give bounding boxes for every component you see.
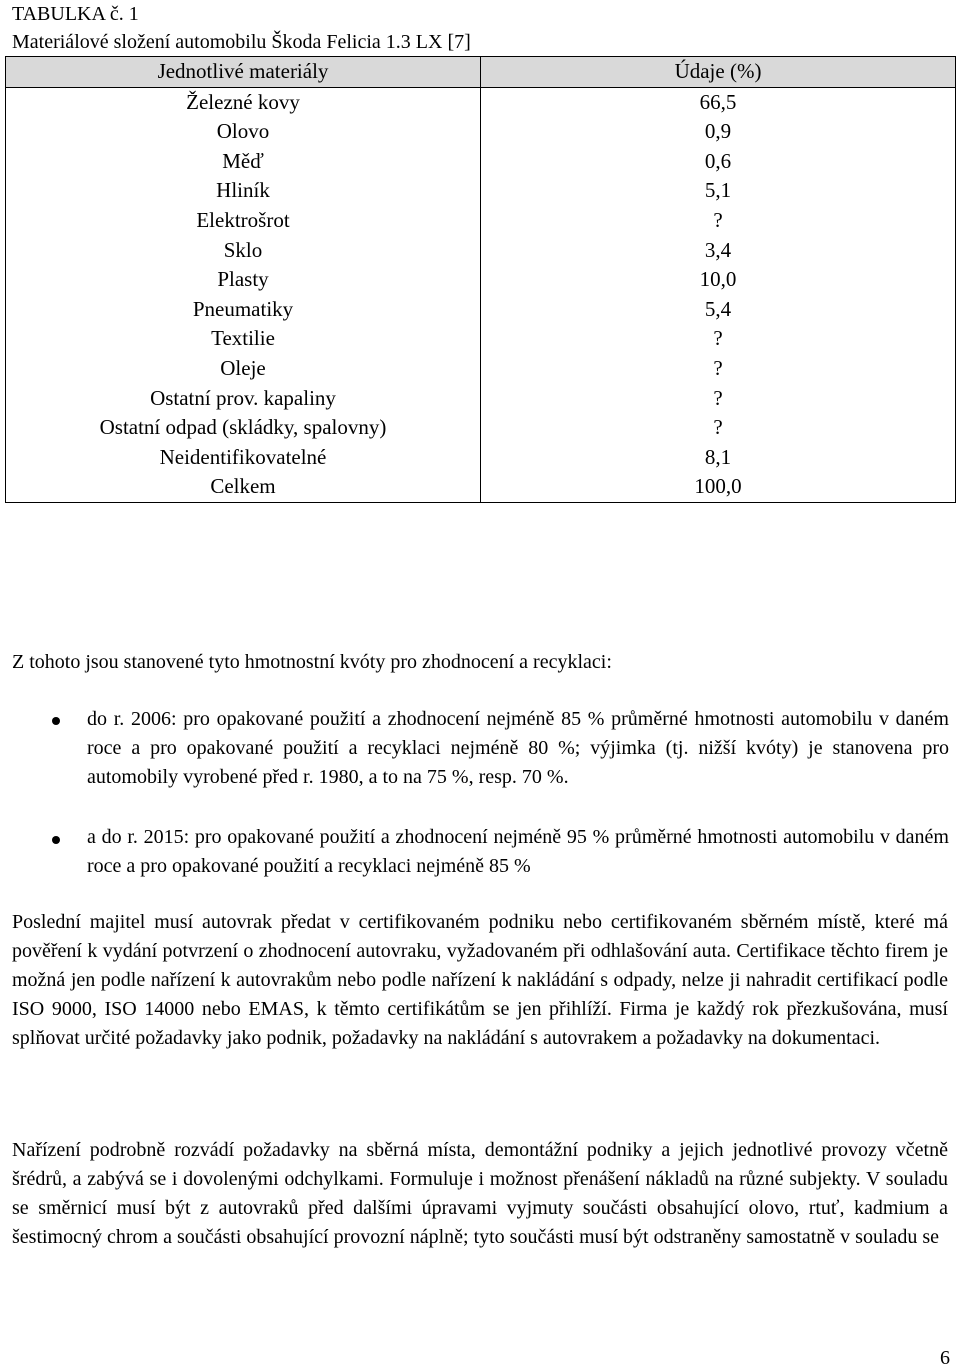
material-percent-cell: 0,9: [481, 117, 956, 147]
material-name-cell: Plasty: [6, 265, 481, 295]
material-percent-cell: 66,5: [481, 87, 956, 117]
material-percent-cell: 5,4: [481, 295, 956, 325]
table-row: [6, 147, 956, 177]
table-title: Materiálové složení automobilu Škoda Felicia 1.3 LX [7]: [12, 31, 471, 53]
material-name-cell: Oleje: [6, 354, 481, 384]
material-percent-cell: 100,0: [481, 472, 956, 502]
material-name-cell: Hliník: [6, 176, 481, 206]
material-percent-cell: 3,4: [481, 236, 956, 266]
material-name-cell: Neidentifikovatelné: [6, 443, 481, 473]
table-row: [6, 236, 956, 266]
material-percent-cell: ?: [481, 324, 956, 354]
table-row: [6, 117, 956, 147]
table-row: [6, 472, 956, 502]
materials-table: [5, 56, 956, 503]
material-name-cell: Železné kovy: [6, 87, 481, 117]
column-header-percent: Údaje (%): [481, 57, 956, 88]
material-percent-cell: ?: [481, 206, 956, 236]
intro-text: Z tohoto jsou stanovené tyto hmotnostní kvóty pro zhodnocení a recyklaci:: [12, 651, 612, 673]
table-row: [6, 384, 956, 414]
table-label: TABULKA č. 1: [12, 3, 139, 25]
paragraph-certification: Poslední majitel musí autovrak předat v certifikovaném podniku nebo certifikovaném sběrném místě, které má pověření k vydání potvrzení o zhodnocení autovraku, vyžadovaném při odhlašování auta. Certifikace těchto firem je možná jen podle nařízení k autovrakům nebo podle nařízení k nakládání s odpady, nelze ji nahradit certifikací podle ISO 9000, ISO 14000 nebo EMAS, k těmto certifikátům se jen přihlíží. Firma je každý rok přezkušována, musí splňovat určité požadavky jako podnik, požadavky na nakládání s autovrakem a požadavky na dokumentaci.: [12, 911, 948, 1049]
material-percent-cell: 0,6: [481, 147, 956, 177]
bullet-item-2006: do r. 2006: pro opakované použití a zhodnocení nejméně 85 % průměrné hmotnosti automobilu v daném roce a pro opakované použití a recyklaci nejméně 80 %; výjimka (tj. nižší kvóty) je stanovena pro automobily vyrobené před r. 1980, a to na 75 %, resp. 70 %.: [87, 708, 949, 788]
table-row: [6, 443, 956, 473]
column-header-material: Jednotlivé materiály: [6, 57, 481, 88]
material-percent-cell: 5,1: [481, 176, 956, 206]
material-percent-cell: ?: [481, 354, 956, 384]
material-name-cell: Ostatní prov. kapaliny: [6, 384, 481, 414]
material-name-cell: Celkem: [6, 472, 481, 502]
table-row: [6, 176, 956, 206]
table-row: [6, 206, 956, 236]
table-row: [6, 87, 956, 117]
material-percent-cell: 8,1: [481, 443, 956, 473]
table-row: [6, 354, 956, 384]
material-name-cell: Textilie: [6, 324, 481, 354]
table-row: [6, 295, 956, 325]
material-name-cell: Elektrošrot: [6, 206, 481, 236]
material-percent-cell: ?: [481, 384, 956, 414]
bullet-icon: [52, 836, 60, 844]
material-name-cell: Olovo: [6, 117, 481, 147]
material-name-cell: Ostatní odpad (skládky, spalovny): [6, 413, 481, 443]
material-name-cell: Sklo: [6, 236, 481, 266]
material-percent-cell: 10,0: [481, 265, 956, 295]
table-row: [6, 265, 956, 295]
bullet-icon: [52, 717, 60, 725]
table-row: [6, 324, 956, 354]
material-percent-cell: ?: [481, 413, 956, 443]
table-header-row: [6, 57, 956, 88]
material-name-cell: Pneumatiky: [6, 295, 481, 325]
paragraph-regulation: Nařízení podrobně rozvádí požadavky na sběrná místa, demontážní podniky a jejich jednotlivé provozy včetně šrédrů, a zabývá se i dovolenými odchylkami. Formuluje i možnost přenášení nákladů na různé subjekty. V souladu se směrnicí musí být z autovraků před dalšími úpravami vyjmuty součásti obsahující olovo, rtuť, kadmium a šestimocný chrom a součásti obsahující provozní náplně; tyto součásti musí být odstraněny samostatně v souladu se: [12, 1139, 948, 1248]
bullet-item-2015: a do r. 2015: pro opakované použití a zhodnocení nejméně 95 % průměrné hmotnosti automobilu v daném roce a pro opakované použití a recyklaci nejméně 85 %: [87, 826, 949, 877]
page-number: 6: [940, 1347, 950, 1369]
material-name-cell: Měď: [6, 147, 481, 177]
table-row: [6, 413, 956, 443]
